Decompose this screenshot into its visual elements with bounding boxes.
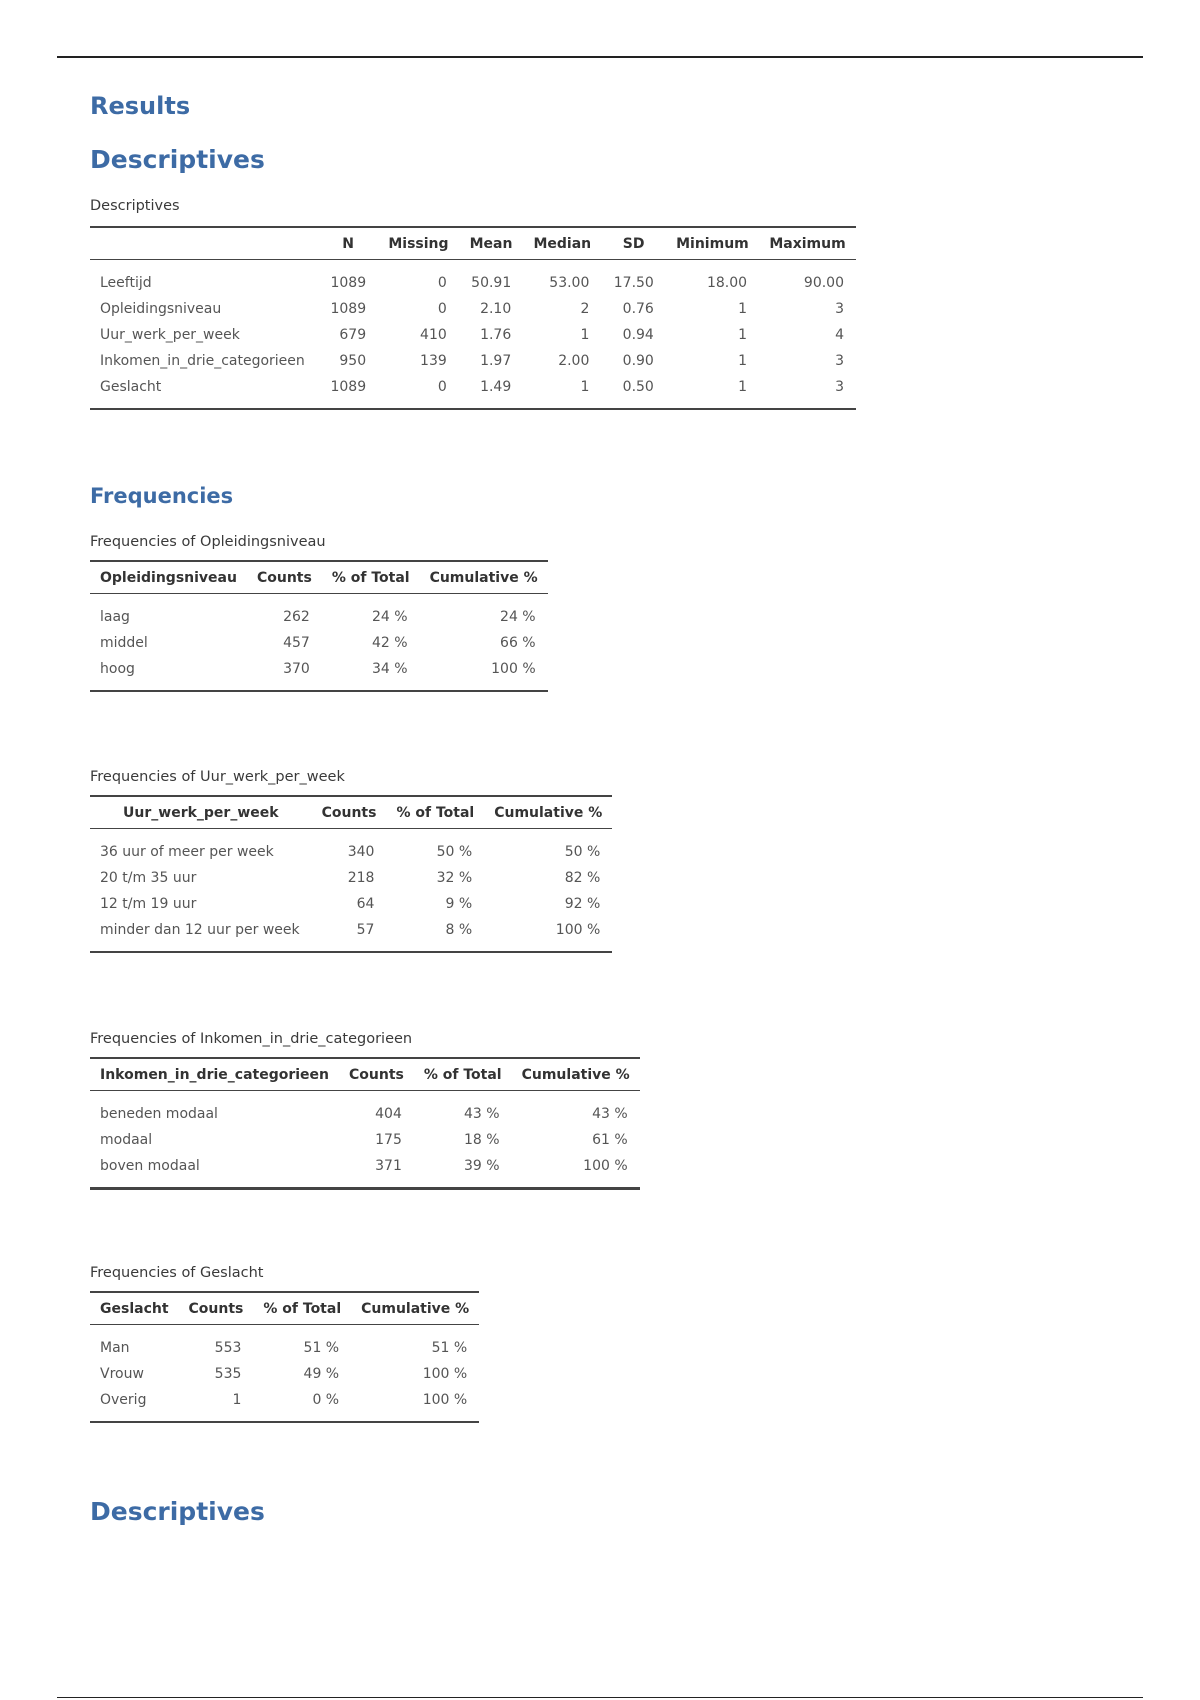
table-cell: 0.76 bbox=[622, 301, 654, 317]
table-cell: 553 bbox=[214, 1340, 242, 1356]
table-row bbox=[90, 630, 548, 656]
table-cell: 1.76 bbox=[480, 327, 512, 343]
table-cell: 1.49 bbox=[459, 374, 523, 409]
table-row bbox=[90, 1091, 640, 1128]
table-cell: 1 bbox=[738, 327, 748, 343]
table-cell: 100 % bbox=[420, 656, 548, 691]
table-cell: 100 % bbox=[422, 1366, 468, 1382]
table-cell: 679 bbox=[339, 327, 367, 343]
column-header: Mean bbox=[459, 227, 523, 260]
column-header: % of Total bbox=[253, 1292, 351, 1325]
column-header: Cumulative % bbox=[420, 561, 548, 594]
table-cell: 175 bbox=[375, 1132, 402, 1148]
column-header: Inkomen_in_drie_categorieen bbox=[90, 1058, 339, 1091]
table-row bbox=[90, 656, 548, 691]
table-header-row bbox=[90, 227, 856, 260]
row-label: Overig bbox=[90, 1387, 179, 1422]
freq-inkomen-table bbox=[90, 1057, 640, 1190]
column-header: % of Total bbox=[386, 796, 484, 829]
row-label: 36 uur of meer per week bbox=[100, 844, 274, 860]
freq-geslacht-table bbox=[90, 1291, 479, 1423]
table-cell: 50 % bbox=[436, 844, 473, 860]
page-top-rule bbox=[57, 56, 1143, 58]
column-header: Counts bbox=[247, 561, 322, 594]
column-header: Uur_werk_per_week bbox=[90, 796, 312, 829]
results-heading: Results bbox=[90, 92, 191, 120]
table-cell: 53.00 bbox=[549, 275, 590, 291]
freq-opleidingsniveau-caption: Frequencies of Opleidingsniveau bbox=[90, 534, 326, 550]
table-cell: 9 % bbox=[445, 896, 473, 912]
row-label: beneden modaal bbox=[100, 1106, 218, 1122]
row-label: minder dan 12 uur per week bbox=[90, 917, 312, 952]
table-cell: 1089 bbox=[330, 275, 367, 291]
table-cell: 100 % bbox=[351, 1387, 479, 1422]
table-cell: 50 % bbox=[564, 844, 601, 860]
table-cell: 2.00 bbox=[558, 353, 590, 369]
table-cell: 3 bbox=[835, 301, 844, 317]
table-cell: 139 bbox=[420, 353, 447, 369]
table-row bbox=[90, 1325, 479, 1362]
table-row bbox=[90, 374, 856, 409]
table-cell: 2 bbox=[580, 301, 590, 317]
table-cell: 61 % bbox=[592, 1132, 628, 1148]
descriptives-table bbox=[90, 226, 856, 410]
column-header: Median bbox=[523, 227, 601, 260]
descriptives-heading: Descriptives bbox=[90, 145, 265, 174]
table-cell: 535 bbox=[214, 1366, 242, 1382]
table-cell: 1 bbox=[580, 327, 590, 343]
table-cell: 64 bbox=[356, 896, 375, 912]
table-cell: 90.00 bbox=[803, 275, 844, 291]
table-cell: 1 bbox=[738, 301, 748, 317]
table-row bbox=[90, 260, 856, 297]
table-cell: 51 % bbox=[303, 1340, 340, 1356]
row-label: middel bbox=[100, 635, 148, 651]
column-header: SD bbox=[601, 227, 665, 260]
table-cell: 1 bbox=[738, 353, 748, 369]
table-cell: 57 bbox=[312, 917, 387, 952]
table-row bbox=[90, 1361, 479, 1387]
column-header: Counts bbox=[339, 1058, 414, 1091]
column-header: N bbox=[318, 227, 378, 260]
table-cell: 1 bbox=[179, 1387, 254, 1422]
table-cell: 1 bbox=[523, 374, 601, 409]
table-cell: 1.97 bbox=[480, 353, 512, 369]
column-header: Cumulative % bbox=[484, 796, 612, 829]
freq-opleidingsniveau-table bbox=[90, 560, 548, 692]
table-cell: 51 % bbox=[431, 1340, 468, 1356]
table-cell: 100 % bbox=[484, 917, 612, 952]
table-cell: 18.00 bbox=[706, 275, 748, 291]
row-label: Leeftijd bbox=[100, 275, 152, 291]
table-header-row bbox=[90, 561, 548, 594]
table-cell: 2.10 bbox=[480, 301, 512, 317]
table-cell: 262 bbox=[283, 609, 310, 625]
table-header-row bbox=[90, 1292, 479, 1325]
table-cell: 18 % bbox=[464, 1132, 500, 1148]
table-cell: 82 % bbox=[564, 870, 601, 886]
table-cell: 0 bbox=[437, 301, 447, 317]
column-header: Maximum bbox=[759, 227, 856, 260]
table-cell: 218 bbox=[347, 870, 375, 886]
column-header: Geslacht bbox=[90, 1292, 179, 1325]
descriptives-heading-2: Descriptives bbox=[90, 1497, 265, 1526]
table-row bbox=[90, 1153, 640, 1189]
page-bottom-rule bbox=[57, 1697, 1143, 1698]
table-cell: 4 bbox=[835, 327, 844, 343]
table-row bbox=[90, 829, 612, 866]
table-cell: 43 % bbox=[592, 1106, 628, 1122]
table-cell: 0 bbox=[437, 275, 447, 291]
table-cell: 370 bbox=[247, 656, 322, 691]
column-header bbox=[90, 227, 318, 260]
table-row bbox=[90, 1127, 640, 1153]
table-cell: 0.90 bbox=[622, 353, 654, 369]
table-cell: 340 bbox=[347, 844, 375, 860]
column-header: Cumulative % bbox=[351, 1292, 479, 1325]
row-label: laag bbox=[100, 609, 130, 625]
table-cell: 32 % bbox=[436, 870, 473, 886]
column-header: Opleidingsniveau bbox=[90, 561, 247, 594]
table-cell: 3 bbox=[835, 353, 844, 369]
table-cell: 0 % bbox=[253, 1387, 351, 1422]
freq-uur-werk-caption: Frequencies of Uur_werk_per_week bbox=[90, 769, 345, 785]
row-label: Opleidingsniveau bbox=[100, 301, 222, 317]
table-cell: 0.50 bbox=[601, 374, 665, 409]
row-label: Uur_werk_per_week bbox=[100, 327, 240, 343]
freq-inkomen-caption: Frequencies of Inkomen_in_drie_categorieen bbox=[90, 1031, 413, 1047]
table-cell: 100 % bbox=[512, 1153, 640, 1189]
row-label: boven modaal bbox=[90, 1153, 339, 1189]
table-cell: 34 % bbox=[322, 656, 420, 691]
table-row bbox=[90, 322, 856, 348]
table-row bbox=[90, 917, 612, 952]
table-cell: 39 % bbox=[414, 1153, 512, 1189]
table-cell: 17.50 bbox=[613, 275, 654, 291]
table-cell: 410 bbox=[420, 327, 447, 343]
table-cell: 371 bbox=[339, 1153, 414, 1189]
table-cell: 457 bbox=[283, 635, 310, 651]
table-row bbox=[90, 865, 612, 891]
table-cell: 0.94 bbox=[622, 327, 654, 343]
table-cell: 404 bbox=[375, 1106, 402, 1122]
table-cell: 24 % bbox=[500, 609, 536, 625]
table-cell: 24 % bbox=[371, 609, 408, 625]
table-row bbox=[90, 891, 612, 917]
table-header-row bbox=[90, 796, 612, 829]
table-cell: 43 % bbox=[464, 1106, 500, 1122]
table-cell: 1089 bbox=[330, 301, 367, 317]
row-label: Inkomen_in_drie_categorieen bbox=[100, 353, 305, 369]
table-row bbox=[90, 348, 856, 374]
column-header: Missing bbox=[378, 227, 459, 260]
table-row bbox=[90, 296, 856, 322]
table-cell: 0 bbox=[378, 374, 459, 409]
row-label: hoog bbox=[90, 656, 247, 691]
descriptives-caption: Descriptives bbox=[90, 198, 180, 214]
freq-uur-werk-table bbox=[90, 795, 612, 953]
row-label: Geslacht bbox=[90, 374, 318, 409]
table-row bbox=[90, 1387, 479, 1422]
table-header-row bbox=[90, 1058, 640, 1091]
table-cell: 3 bbox=[759, 374, 856, 409]
row-label: 12 t/m 19 uur bbox=[100, 896, 197, 912]
table-cell: 92 % bbox=[564, 896, 601, 912]
column-header: Minimum bbox=[666, 227, 759, 260]
table-cell: 8 % bbox=[386, 917, 484, 952]
table-cell: 1 bbox=[666, 374, 759, 409]
table-cell: 42 % bbox=[371, 635, 408, 651]
row-label: Vrouw bbox=[100, 1366, 144, 1382]
table-row bbox=[90, 594, 548, 631]
row-label: modaal bbox=[100, 1132, 153, 1148]
column-header: Cumulative % bbox=[512, 1058, 640, 1091]
table-cell: 66 % bbox=[500, 635, 536, 651]
column-header: % of Total bbox=[414, 1058, 512, 1091]
row-label: 20 t/m 35 uur bbox=[100, 870, 197, 886]
column-header: % of Total bbox=[322, 561, 420, 594]
column-header: Counts bbox=[179, 1292, 254, 1325]
column-header: Counts bbox=[312, 796, 387, 829]
frequencies-heading: Frequencies bbox=[90, 484, 234, 508]
table-cell: 950 bbox=[339, 353, 367, 369]
table-cell: 50.91 bbox=[471, 275, 512, 291]
table-cell: 1089 bbox=[318, 374, 378, 409]
freq-geslacht-caption: Frequencies of Geslacht bbox=[90, 1265, 264, 1281]
row-label: Man bbox=[100, 1340, 130, 1356]
table-cell: 49 % bbox=[303, 1366, 340, 1382]
